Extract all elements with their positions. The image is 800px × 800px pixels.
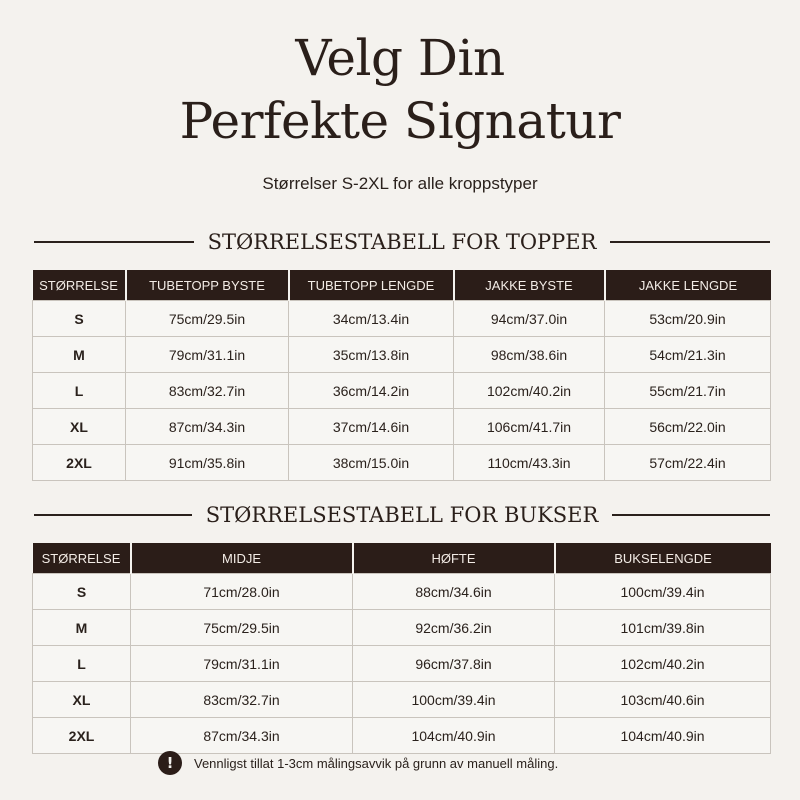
table-row: [33, 682, 771, 718]
measurement-note: [158, 750, 558, 776]
size-cell: L: [33, 646, 131, 682]
table-cell: 101cm/39.8in: [555, 610, 771, 646]
table-cell: 88cm/34.6in: [353, 574, 555, 610]
table-cell: 56cm/22.0in: [605, 409, 771, 445]
pants-size-table: [32, 543, 771, 754]
table-row: [33, 301, 771, 337]
size-cell: L: [33, 373, 126, 409]
size-cell: XL: [33, 409, 126, 445]
table-cell: 83cm/32.7in: [126, 373, 289, 409]
table-cell: 87cm/34.3in: [131, 718, 353, 754]
table-row: [33, 646, 771, 682]
table-cell: 71cm/28.0in: [131, 574, 353, 610]
pants-section-heading: [34, 500, 770, 530]
table-cell: 79cm/31.1in: [126, 337, 289, 373]
column-header: STØRRELSE: [33, 543, 131, 574]
size-cell: S: [33, 301, 126, 337]
table-row: [33, 574, 771, 610]
column-header: HØFTE: [353, 543, 555, 574]
table-row: [33, 373, 771, 409]
page-title-line-2: Perfekte Signatur: [179, 92, 621, 150]
heading-rule-right: [610, 241, 770, 243]
table-header-row: [33, 270, 771, 301]
table-cell: 110cm/43.3in: [454, 445, 605, 481]
table-row: [33, 337, 771, 373]
table-cell: 38cm/15.0in: [289, 445, 454, 481]
table-row: [33, 718, 771, 754]
size-cell: M: [33, 610, 131, 646]
size-cell: M: [33, 337, 126, 373]
column-header: TUBETOPP LENGDE: [289, 270, 454, 301]
table-cell: 35cm/13.8in: [289, 337, 454, 373]
table-cell: 100cm/39.4in: [555, 574, 771, 610]
table-cell: 79cm/31.1in: [131, 646, 353, 682]
table-cell: 36cm/14.2in: [289, 373, 454, 409]
table-cell: 57cm/22.4in: [605, 445, 771, 481]
table-cell: 37cm/14.6in: [289, 409, 454, 445]
table-cell: 75cm/29.5in: [126, 301, 289, 337]
table-cell: 34cm/13.4in: [289, 301, 454, 337]
table-cell: 100cm/39.4in: [353, 682, 555, 718]
column-header: TUBETOPP BYSTE: [126, 270, 289, 301]
column-header: BUKSELENGDE: [555, 543, 771, 574]
table-cell: 102cm/40.2in: [454, 373, 605, 409]
table-cell: 106cm/41.7in: [454, 409, 605, 445]
size-cell: S: [33, 574, 131, 610]
tops-section-title: STØRRELSESTABELL FOR TOPPER: [207, 230, 597, 254]
table-cell: 53cm/20.9in: [605, 301, 771, 337]
table-cell: 91cm/35.8in: [126, 445, 289, 481]
table-cell: 102cm/40.2in: [555, 646, 771, 682]
table-cell: 98cm/38.6in: [454, 337, 605, 373]
table-cell: 104cm/40.9in: [555, 718, 771, 754]
table-cell: 54cm/21.3in: [605, 337, 771, 373]
page-title-line-1: Velg Din: [295, 29, 505, 87]
size-cell: XL: [33, 682, 131, 718]
table-cell: 75cm/29.5in: [131, 610, 353, 646]
exclamation-circle-icon: !: [158, 751, 182, 775]
heading-rule-right: [612, 514, 770, 516]
column-header: MIDJE: [131, 543, 353, 574]
table-row: [33, 445, 771, 481]
table-cell: 92cm/36.2in: [353, 610, 555, 646]
heading-rule-left: [34, 514, 192, 516]
table-cell: 96cm/37.8in: [353, 646, 555, 682]
heading-rule-left: [34, 241, 194, 243]
table-cell: 103cm/40.6in: [555, 682, 771, 718]
table-cell: 87cm/34.3in: [126, 409, 289, 445]
table-row: [33, 610, 771, 646]
table-row: [33, 409, 771, 445]
page-subtitle: Størrelser S-2XL for alle kroppstyper: [262, 174, 538, 193]
table-cell: 104cm/40.9in: [353, 718, 555, 754]
pants-section-title: STØRRELSESTABELL FOR BUKSER: [205, 503, 599, 527]
size-cell: 2XL: [33, 718, 131, 754]
table-cell: 94cm/37.0in: [454, 301, 605, 337]
size-cell: 2XL: [33, 445, 126, 481]
tops-size-table: [32, 270, 771, 481]
measurement-note-text: Vennligst tillat 1-3cm målingsavvik på grunn av manuell måling.: [194, 755, 559, 771]
column-header: JAKKE BYSTE: [454, 270, 605, 301]
column-header: JAKKE LENGDE: [605, 270, 771, 301]
table-header-row: [33, 543, 771, 574]
column-header: STØRRELSE: [33, 270, 126, 301]
table-cell: 83cm/32.7in: [131, 682, 353, 718]
table-cell: 55cm/21.7in: [605, 373, 771, 409]
tops-section-heading: [34, 227, 770, 257]
